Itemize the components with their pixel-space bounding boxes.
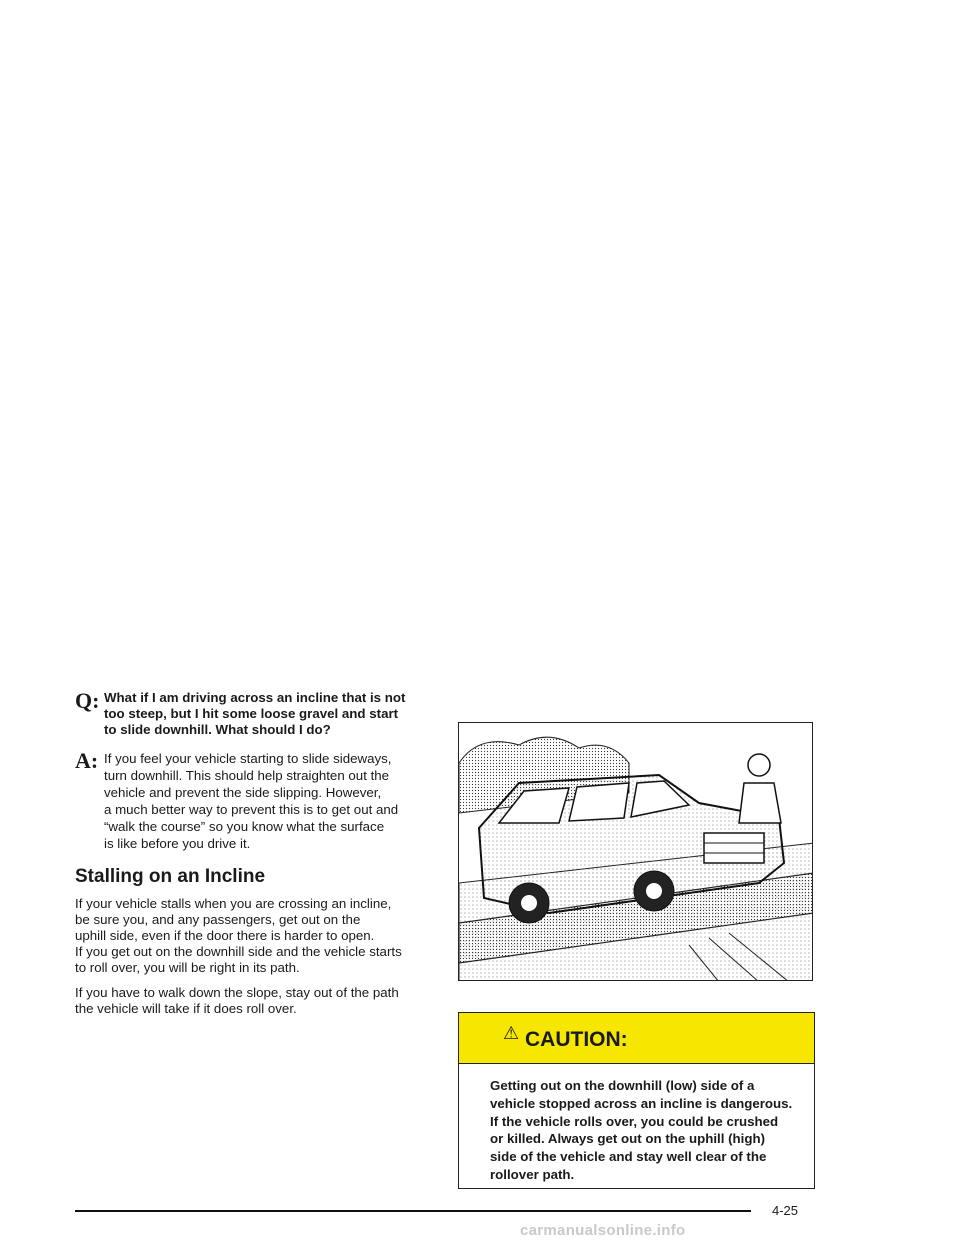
- section-paragraph-2: If you have to walk down the slope, stay out of the path the vehicle will take if it does roll over.: [75, 985, 399, 1016]
- section-heading: Stalling on an Incline: [75, 866, 266, 887]
- answer-block: [75, 750, 440, 852]
- answer-text: If you feel your vehicle starting to slide sideways, turn downhill. This should help straighten out the vehicle and prevent the side slipping. However, a much better way to prevent this is to get out and “walk the course” so you know what the surface is like before you drive it.: [104, 751, 399, 851]
- page-number: 4-25: [772, 1203, 799, 1218]
- footer-rule: [75, 1210, 751, 1212]
- caution-title: CAUTION:: [525, 1028, 628, 1051]
- watermark: carmanualsonline.info: [520, 1222, 686, 1239]
- section-paragraph-1: If your vehicle stalls when you are crossing an incline, be sure you, and any passengers, get out on the uphill side, even if the door there is harder to open. If you get out on the downhill side and the vehicle starts to roll over, you will be right in its path.: [75, 896, 402, 975]
- caution-text: Getting out on the downhill (low) side of a vehicle stopped across an incline is dangerous. If the vehicle rolls over, you could be crushed or killed. Always get out on the uphill (high) side of the vehicle and stay well clear of the rollover path.: [490, 1078, 793, 1182]
- answer-marker: A:: [75, 748, 99, 773]
- question-marker: Q:: [75, 688, 100, 713]
- vehicle-on-incline-illustration: [458, 722, 813, 981]
- left-column: [75, 690, 440, 1026]
- warning-triangle-icon: ⚠: [503, 1023, 520, 1043]
- caution-header: [459, 1013, 814, 1064]
- question-block: [75, 690, 440, 738]
- caution-box: [458, 1012, 815, 1189]
- question-text: What if I am driving across an incline that is not too steep, but I hit some loose gravel and start to slide downhill. What should I do?: [104, 690, 406, 737]
- illustration-drawing: [459, 723, 813, 981]
